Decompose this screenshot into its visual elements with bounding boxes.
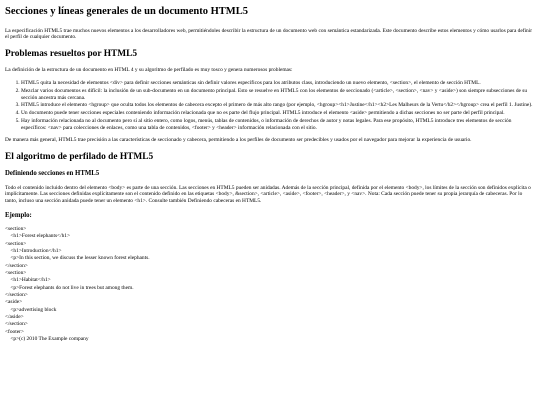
- page-title: Secciones y líneas generales de un documento HTML5: [5, 6, 248, 17]
- list-item: 3. HTML5 introduce el elemento <hgroup> que oculta todos los elementos de cabecera excepto el primero de más alto rango (por ejemplo, <hgroup><h1>Justine</h1><h2>Les Malheurs de la Vertu</h2></hgroup> crea el perfil 1. Justine).: [21, 102, 535, 109]
- problems-lead: La definición de la estructura de un documento en HTML 4 y su algoritmo de perfilado es muy tosco y genera numerosos problemas:: [5, 67, 293, 74]
- problems-closing: De manera más general, HTML5 trae precisión a las características de seccionado y cabecera, permitiendo a los perfiles de documento ser predecibles y usados por el navegador para mejorar la experiencia de usuario.: [5, 137, 472, 144]
- list-item: 1. HTML5 quita la necesidad de elementos <div> para definir secciones semánticas sin definir valores específicos para los atributos class, introduciendo un nuevo elemento, <section>, el elemento de sección HTML.: [21, 80, 535, 87]
- algorithm-heading: El algoritmo de perfilado de HTML5: [5, 152, 154, 163]
- problems-list: [5, 80, 535, 131]
- example-code-block: <section> <h1>Forest elephants</h1> <section> <h1>Introduction</h1> <p>In this section, we discuss the lesser known forest elephants. </section> <section> <h1>Habitat</h1> <p>Forest elephants do not live in trees but among them. </section> <aside> <p>advertising block </aside> </section> <footer> <p>(c) 2010 The Example company: [5, 225, 150, 343]
- sections-paragraph: Todo el contenido incluido dentro del elemento <body> es parte de una sección. Las secciones en HTML5 pueden ser anidadas. Además de la sección principal, definida por el elemento <body>, los límites de la sección son definidos explícita o implícitamente. Las secciones definidas explícitamente son el contenido definido en las etiquetas <body>, &section>, <article>, <aside>, <footer>, <header>, y <nav>. Nota: Cada sección puede tener su propia jerarquía de cabeceras. Por lo tanto, incluso una sección anidada puede tener un elemento <h1>. Consulte también Definiendo cabeceras en HTML5.: [5, 184, 531, 205]
- sections-subheading: Definiendo secciones en HTML5: [5, 170, 100, 178]
- example-heading: Ejemplo:: [5, 211, 32, 219]
- problems-heading: Problemas resueltos por HTML5: [5, 49, 138, 60]
- list-item: 5. Hay información relacionada no al documento pero sí al sitio entero, como logos, menús, tablas de contenidos, o información de derechos de autor y notas legales. Para ese propósito, HTML5 introduce tres elementos de sección específicos: <nav> para colecciones de enlaces, como una tabla de contenidos, <footer> y <header> información relacionada con el sitio.: [21, 118, 535, 132]
- list-item: 2. Mezclar varios documentos es difícil: la inclusión de un sub-documento en un documento principal. Esto se resuelve en HTML5 con los elementos de seccionado (<article>, <section>, <nav> y <aside>) son siempre subsecciones de su sección ancestra más cercana.: [21, 88, 535, 102]
- intro-paragraph: La especificación HTML5 trae muchos nuevos elementos a los desarrolladores web, permitiéndoles describir la estructura de un documento web con semántica estandarizada. Este documento describe estos elementos y cómo usarlos para definir el perfil de cualquier documento.: [5, 27, 533, 41]
- list-item: 4. Un documento puede tener secciones especiales conteniendo información relacionada que no es parte del flujo principal. HTML5 introduce el elemento <aside> permitiendo a dichas secciones no ser parte del perfil principal.: [21, 110, 535, 117]
